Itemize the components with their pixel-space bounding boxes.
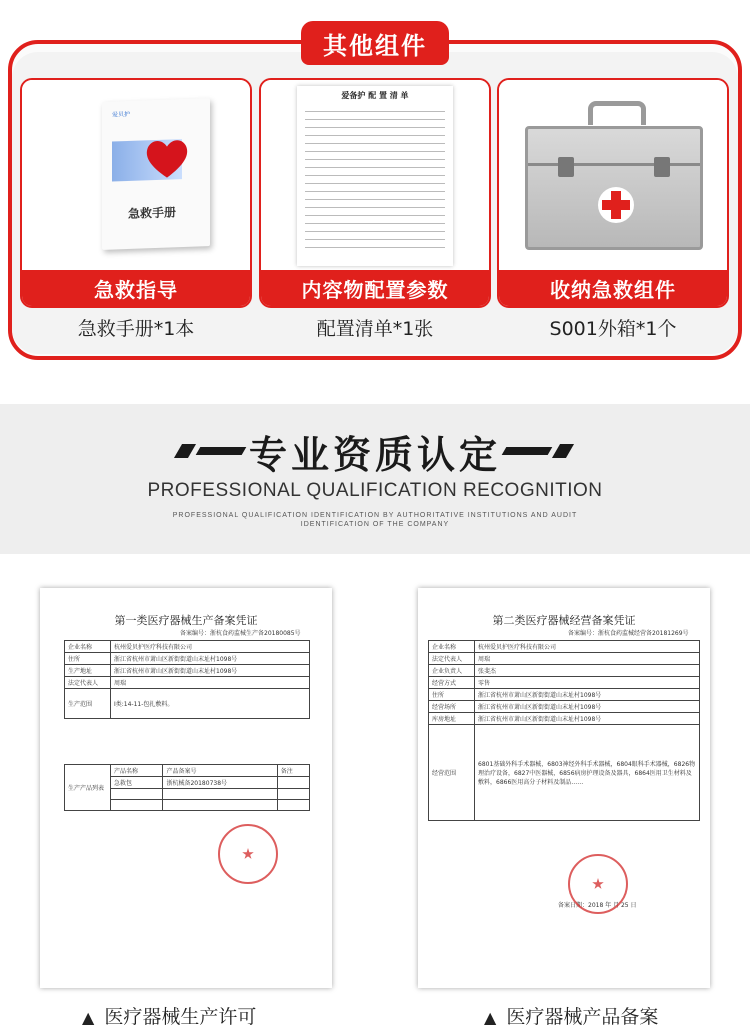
- card-caption: 配置清单*1张: [316, 318, 434, 340]
- title-decoration-right: [504, 444, 572, 458]
- row-label: 法定代表人: [65, 677, 111, 689]
- manual-book: [102, 98, 210, 250]
- case-handle: [588, 101, 646, 125]
- certificate-number: 备案编号：浙杭食药监械生产备20180085号: [180, 630, 301, 637]
- product-table: [64, 764, 310, 811]
- card-caption: 急救手册*1本: [77, 318, 195, 340]
- aluminum-case: [525, 126, 703, 250]
- product-name: 急救包: [111, 777, 163, 789]
- row-value: 浙江省杭州市萧山区新街街道山末址村1098号: [111, 653, 310, 665]
- table-row: [65, 765, 310, 777]
- sheet-row: [305, 234, 445, 240]
- card-caption: S001外箱*1个: [549, 318, 677, 340]
- sheet-row: [305, 218, 445, 224]
- sheet-row: [305, 122, 445, 128]
- storage-case-image: [499, 80, 727, 270]
- table-row: [65, 689, 310, 719]
- sheet-row: [305, 162, 445, 168]
- triangle-icon: ▲: [82, 1008, 95, 1027]
- qualification-title: 专业资质认定: [248, 433, 501, 477]
- sheet-row: [305, 242, 445, 248]
- row-label: 经营范围: [429, 725, 475, 821]
- components-title: 其他组件: [301, 21, 449, 65]
- row-value: 周瑞: [111, 677, 310, 689]
- certificate-caption: ▲ 医疗器械产品备案: [484, 1006, 659, 1028]
- row-value: 浙江省杭州市萧山区新街街道山末址村1098号: [475, 689, 700, 701]
- sheet-row: [305, 130, 445, 136]
- table-row: [65, 653, 310, 665]
- first-aid-manual-image: [22, 80, 250, 270]
- table-row: [429, 725, 700, 821]
- card-band-label: 收纳急救组件: [499, 270, 727, 306]
- other-components-section: [0, 0, 750, 392]
- official-seal: [218, 824, 278, 884]
- table-row: [65, 641, 310, 653]
- qualification-subline-1: PROFESSIONAL QUALIFICATION IDENTIFICATION BY AUTHORITATIVE INSTITUTIONS AND AUDIT: [172, 512, 578, 519]
- case-lid-line: [528, 163, 700, 166]
- card-config-params: [259, 78, 491, 308]
- row-label: 企业名称: [429, 641, 475, 653]
- config-sheet: [297, 86, 453, 266]
- certificate-table: [64, 640, 310, 719]
- row-label: 法定代表人: [429, 653, 475, 665]
- product-list-label: 生产产品列表: [65, 765, 111, 811]
- table-row: [429, 677, 700, 689]
- row-label: 经营方式: [429, 677, 475, 689]
- product-number: 浙杭械备20180738号: [163, 777, 277, 789]
- certificate-title: 第一类医疗器械生产备案凭证: [114, 614, 258, 627]
- table-row: [65, 677, 310, 689]
- certificate-table: [428, 640, 700, 821]
- certificates-section: [0, 554, 750, 1032]
- filing-date: 备案日期：2018 年 月 25 日: [558, 902, 637, 909]
- sheet-row: [305, 194, 445, 200]
- scope-text: 6801基础外科手术器械，6803神经外科手术器械，6804眼科手术器械，6826物理治疗设备，6827中医器械，6856病房护理设备及器具，6864医用卫生材料及敷料，6866医用高分子材料及制品……: [475, 725, 700, 821]
- sheet-row: [305, 138, 445, 144]
- sheet-row: [305, 106, 445, 112]
- certificate-title: 第二类医疗器械经营备案凭证: [492, 614, 636, 627]
- config-sheet-image: [261, 80, 489, 270]
- card-first-aid-guide: [20, 78, 252, 308]
- row-label: 库房地址: [429, 713, 475, 725]
- sheet-row: [305, 202, 445, 208]
- column-header: 备注: [277, 765, 309, 777]
- sheet-row: [305, 114, 445, 120]
- certificate-number: 备案编号：浙杭食药监械经营备20181269号: [568, 630, 689, 637]
- table-row: [429, 701, 700, 713]
- row-value: 杭州爱贝护医疗科技有限公司: [111, 641, 310, 653]
- sheet-row: [305, 186, 445, 192]
- column-header: 产品名称: [111, 765, 163, 777]
- sheet-row: [305, 226, 445, 232]
- row-label: 企业负责人: [429, 665, 475, 677]
- table-row: [65, 665, 310, 677]
- row-value: 浙江省杭州市萧山区新街街道山末址村1098号: [475, 713, 700, 725]
- row-value: 浙江省杭州市萧山区新街街道山末址村1098号: [475, 701, 700, 713]
- row-value: 零售: [475, 677, 700, 689]
- table-row: [429, 653, 700, 665]
- case-latch: [558, 157, 574, 177]
- cross-horizontal: [602, 200, 630, 210]
- table-row: [429, 665, 700, 677]
- sheet-row: [305, 170, 445, 176]
- qualification-subtitle-en: PROFESSIONAL QUALIFICATION RECOGNITION: [147, 480, 603, 501]
- table-row: [429, 713, 700, 725]
- case-latch: [654, 157, 670, 177]
- table-row: [429, 641, 700, 653]
- book-title: 急救手册: [128, 205, 177, 221]
- row-value: 周瑞: [475, 653, 700, 665]
- sheet-row: [305, 154, 445, 160]
- row-label: 住所: [65, 653, 111, 665]
- book-brand: 爱贝护: [112, 110, 131, 119]
- heart-icon: [142, 133, 192, 185]
- official-seal: [568, 854, 628, 914]
- row-value: Ⅰ类:14-11-包扎敷料。: [111, 689, 310, 719]
- qualification-subline-2: IDENTIFICATION OF THE COMPANY: [300, 521, 450, 528]
- qualification-banner: [0, 404, 750, 554]
- row-value: 张斐杰: [475, 665, 700, 677]
- certificate-caption: ▲ 医疗器械生产许可: [82, 1006, 257, 1028]
- row-value: 浙江省杭州市萧山区新街街道山末址村1098号: [111, 665, 310, 677]
- table-row: [429, 689, 700, 701]
- card-storage-case: [497, 78, 729, 308]
- row-value: 杭州爱贝护医疗科技有限公司: [475, 641, 700, 653]
- sheet-row: [305, 178, 445, 184]
- card-band-label: 急救指导: [22, 270, 250, 306]
- row-label: 住所: [429, 689, 475, 701]
- row-label: 生产地址: [65, 665, 111, 677]
- column-header: 产品备案号: [163, 765, 277, 777]
- sheet-title: 爱备护 配 置 清 单: [341, 91, 409, 100]
- row-label: 生产范围: [65, 689, 111, 719]
- product-note: [277, 777, 309, 789]
- triangle-icon: ▲: [484, 1008, 497, 1027]
- business-certificate: [418, 588, 710, 988]
- row-label: 企业名称: [65, 641, 111, 653]
- production-certificate: [40, 588, 332, 988]
- sheet-row: [305, 146, 445, 152]
- row-label: 经营场所: [429, 701, 475, 713]
- card-band-label: 内容物配置参数: [261, 270, 489, 306]
- sheet-row: [305, 210, 445, 216]
